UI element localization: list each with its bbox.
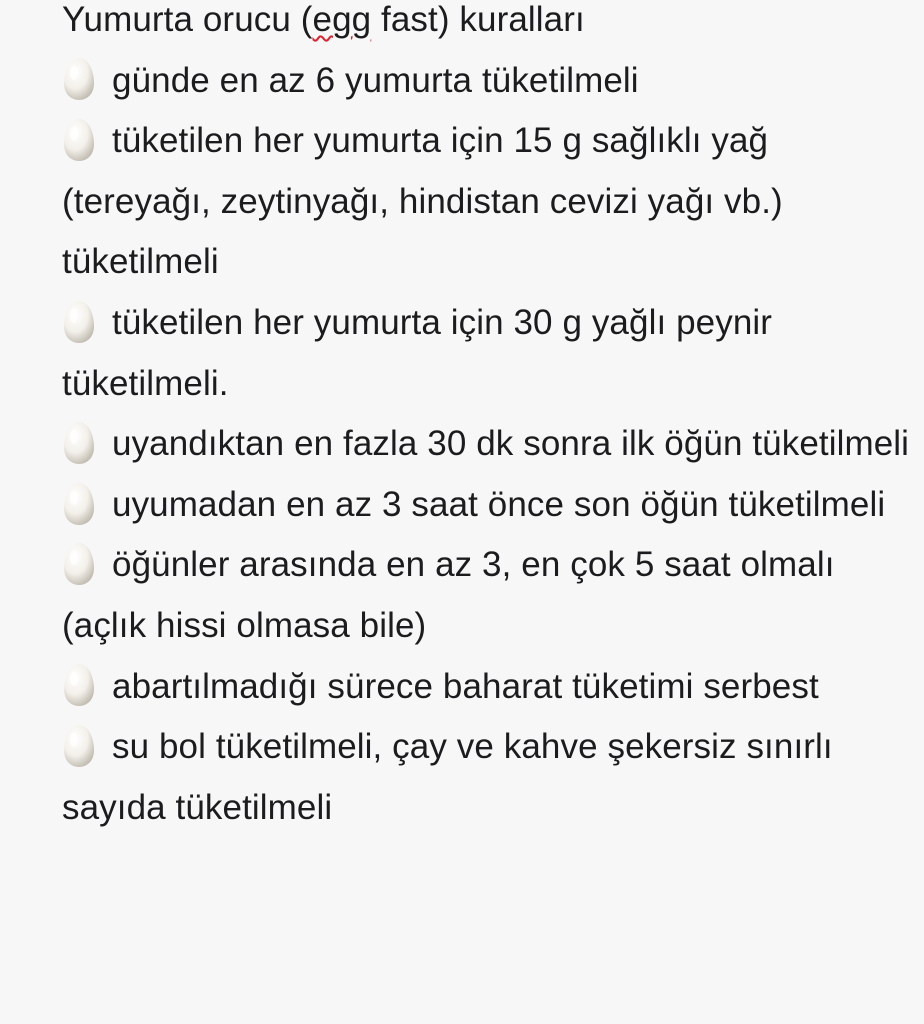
list-item-text: tüketilen her yumurta için 15 g sağlıklı yağ (tereyağı, zeytinyağı, hindistan cevizi yağı vb.) tüketilmeli [62,121,783,282]
list-item [62,535,912,656]
list-item-text: tüketilen her yumurta için 30 g yağlı peynir tüketilmeli. [62,302,773,403]
list-item-text: günde en az 6 yumurta tüketilmeli [112,60,639,100]
list-item [62,293,912,414]
list-item [62,717,912,838]
list-item-text: uyumadan en az 3 saat önce son öğün tüketilmeli [112,484,886,524]
note-title-before: Yumurta orucu ( [62,0,313,39]
list-item [62,51,912,112]
egg-icon [62,541,96,587]
egg-icon [62,420,96,466]
list-item-text: öğünler arasında en az 3, en çok 5 saat olmalı (açlık hissi olmasa bile) [62,545,835,645]
spellcheck-marked-word[interactable]: egg [312,0,372,39]
note-title-after: fast) kuralları [371,0,585,39]
list-item [62,657,912,718]
list-item-text: su bol tüketilmeli, çay ve kahve şekersiz sınırlı sayıda tüketilmeli [62,727,833,827]
egg-icon [62,481,96,527]
list-item [62,414,912,475]
note-title [62,0,912,51]
list-item [62,475,912,536]
egg-icon [62,56,96,102]
egg-icon [62,299,96,345]
list-item-text: uyandıktan en fazla 30 dk sonra ilk öğün tüketilmeli [112,424,910,464]
egg-icon [62,117,96,163]
egg-icon [62,723,96,769]
egg-icon [62,662,96,708]
note-body[interactable] [62,0,912,838]
list-item [62,111,912,293]
list-item-text: abartılmadığı sürece baharat tüketimi serbest [112,666,819,706]
